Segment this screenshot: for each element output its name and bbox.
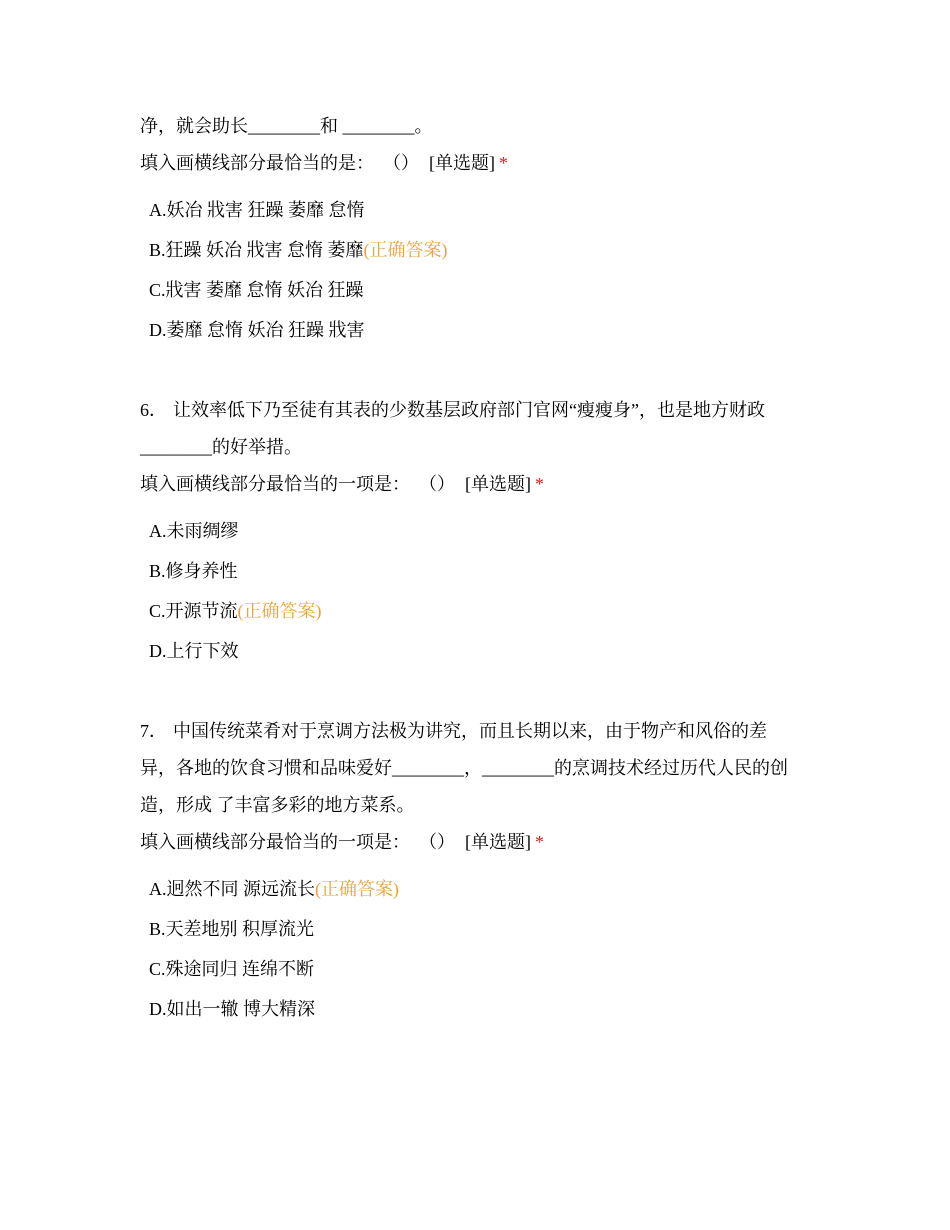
question-type-label: [单选题] <box>465 474 531 494</box>
question-prompt <box>140 824 830 861</box>
option-a[interactable] <box>149 869 830 909</box>
correct-answer-note: (正确答案) <box>237 601 322 621</box>
question-text: 中国传统菜肴对于烹调方法极为讲究，而且长期以来，由于物产和风俗的差 <box>173 721 767 741</box>
option-text: D.萎靡 怠惰 妖冶 狂躁 戕害 <box>149 320 365 340</box>
required-marker: * <box>535 474 544 494</box>
answer-parentheses: （） <box>428 832 455 852</box>
prompt-text: 填入画横线部分最恰当的是： <box>140 153 374 173</box>
option-list <box>140 511 830 671</box>
question-text-line <box>140 713 830 750</box>
question-number: 7． <box>140 721 167 741</box>
question-text-line: 异，各地的饮食习惯和品味爱好________，________的烹调技术经过历代人民的创 <box>140 758 788 778</box>
document-page <box>140 108 830 1029</box>
prompt-text: 填入画横线部分最恰当的一项是： <box>140 832 410 852</box>
option-text: C.戕害 萎靡 怠惰 妖冶 狂躁 <box>149 280 364 300</box>
option-c[interactable] <box>149 270 830 310</box>
option-d[interactable] <box>149 310 830 350</box>
question-prompt <box>140 145 830 182</box>
option-text: D.上行下效 <box>149 641 239 661</box>
question-number: 6． <box>140 400 167 420</box>
question-type-label: [单选题] <box>465 832 531 852</box>
question-text-line: 净，就会助长________和 ________。 <box>140 116 433 136</box>
option-b[interactable] <box>149 551 830 591</box>
answer-parentheses: （） <box>392 153 419 173</box>
option-d[interactable] <box>149 631 830 671</box>
question-text-line: ________的好举措。 <box>140 437 302 457</box>
option-text: A.妖冶 戕害 狂躁 萎靡 怠惰 <box>149 200 365 220</box>
prompt-text: 填入画横线部分最恰当的一项是： <box>140 474 410 494</box>
option-c[interactable] <box>149 949 830 989</box>
question-5 <box>140 108 830 350</box>
answer-parentheses: （） <box>428 474 455 494</box>
option-a[interactable] <box>149 190 830 230</box>
option-list <box>140 869 830 1029</box>
option-text: C.殊途同归 连绵不断 <box>149 959 315 979</box>
question-text: 让效率低下乃至徒有其表的少数基层政府部门官网“瘦瘦身”，也是地方财政 <box>173 400 765 420</box>
question-text-line: 造，形成 了丰富多彩的地方菜系。 <box>140 795 415 815</box>
question-text-line <box>140 392 830 429</box>
option-d[interactable] <box>149 989 830 1029</box>
option-b[interactable] <box>149 909 830 949</box>
option-text: B.修身养性 <box>149 561 238 581</box>
correct-answer-note: (正确答案) <box>363 240 448 260</box>
option-b[interactable] <box>149 230 830 270</box>
required-marker: * <box>535 832 544 852</box>
option-text: A.迥然不同 源远流长 <box>149 879 315 899</box>
option-a[interactable] <box>149 511 830 551</box>
option-text: B.天差地别 积厚流光 <box>149 919 315 939</box>
option-text: A.未雨绸缪 <box>149 521 239 541</box>
option-c[interactable] <box>149 591 830 631</box>
correct-answer-note: (正确答案) <box>315 879 399 899</box>
option-text: B.狂躁 妖冶 戕害 怠惰 萎靡 <box>149 240 364 260</box>
question-6 <box>140 392 830 671</box>
option-text: C.开源节流 <box>149 601 238 621</box>
question-type-label: [单选题] <box>429 153 495 173</box>
required-marker: * <box>499 153 508 173</box>
option-text: D.如出一辙 博大精深 <box>149 999 315 1019</box>
question-prompt <box>140 466 830 503</box>
option-list <box>140 190 830 350</box>
question-7 <box>140 713 830 1029</box>
